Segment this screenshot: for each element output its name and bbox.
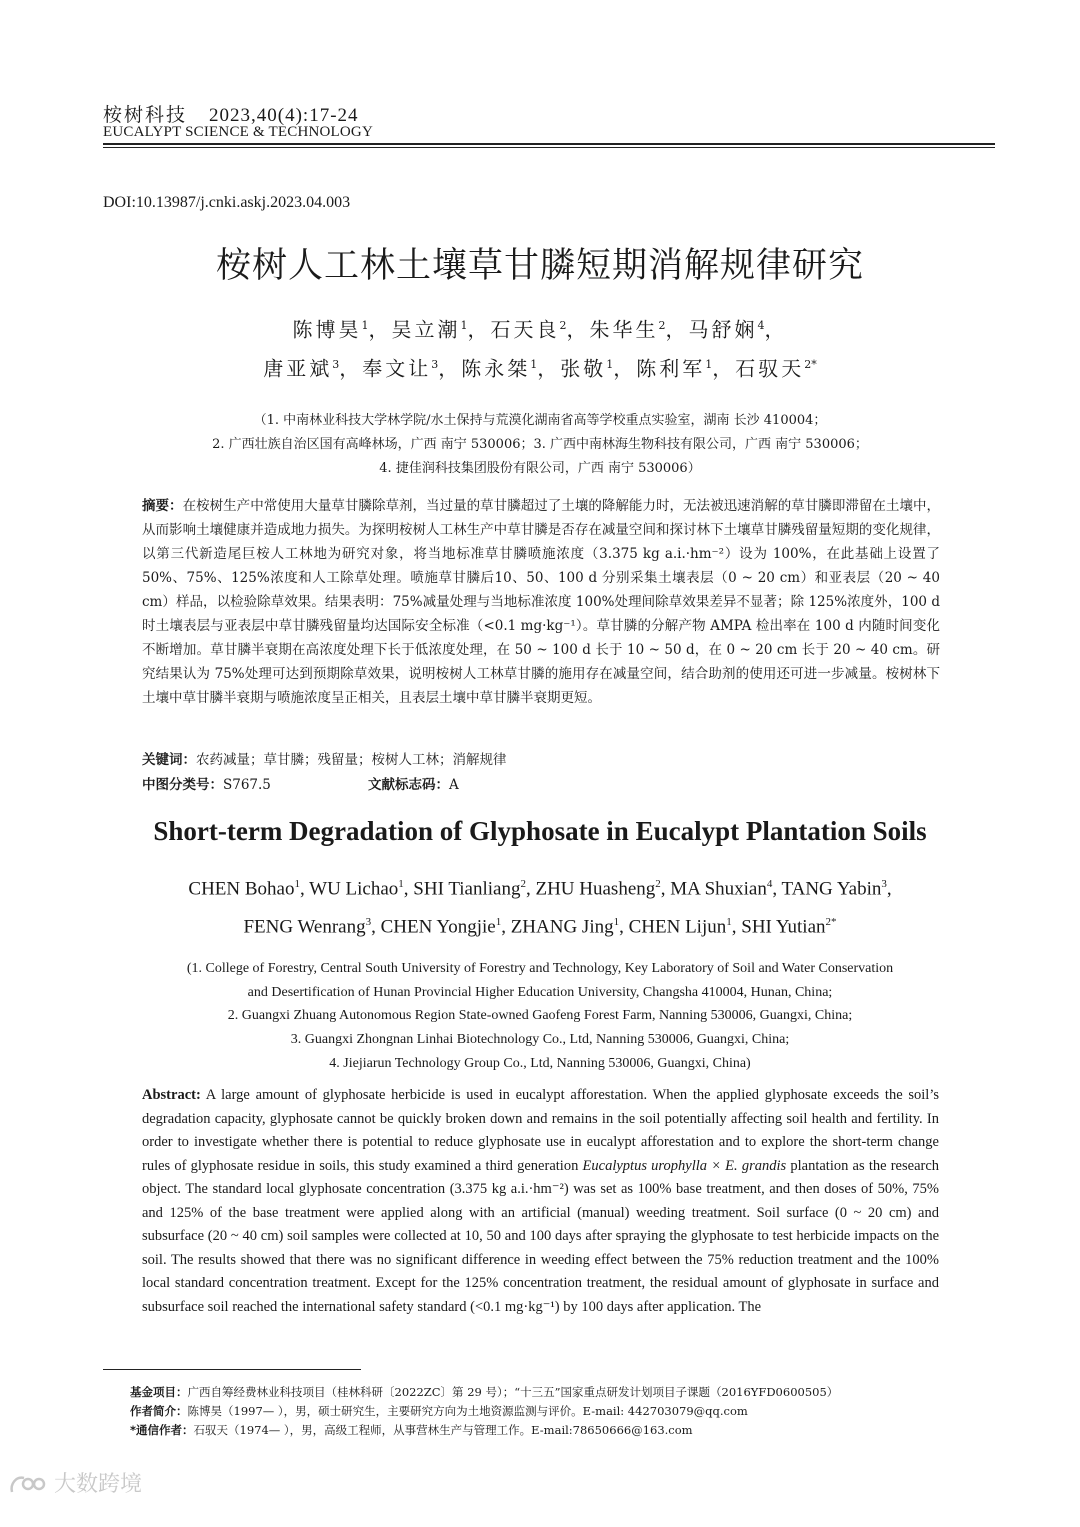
affiliation-en: and Desertification of Hunan Provincial Higher Education University, Changsha 410004, Hunan, China; bbox=[247, 985, 833, 1000]
fund-label: 基金项目： bbox=[130, 1385, 188, 1399]
author-name: SHI Tianliang bbox=[413, 878, 521, 900]
author-affiliation-mark: 1 bbox=[294, 878, 300, 890]
author-affiliation-mark: 1 bbox=[705, 358, 713, 371]
author-bio-text: 陈博昊（1997— ），男，硕士研究生，主要研究方向为土地资源监测与评价。E-mail: 442703079@qq.com bbox=[187, 1404, 748, 1418]
author-name: 朱华生 bbox=[589, 317, 659, 342]
author-affiliation-mark: 3 bbox=[881, 878, 887, 890]
author-name: 唐亚斌 bbox=[263, 356, 333, 381]
doi: DOI:10.13987/j.cnki.askj.2023.04.003 bbox=[103, 194, 351, 211]
footnote-fund bbox=[130, 1384, 838, 1400]
author-name: 石驭天 bbox=[735, 356, 805, 381]
author-name: TANG Yabin bbox=[781, 878, 882, 900]
authors-en-line-1: CHEN Bohao$^1$, WU Lichao$^1$, SHI Tianliang$^2$, ZHU Huasheng$^2$, MA Shuxian$^4$, TANG Yabin$^3$, bbox=[188, 878, 892, 900]
watermark-logo-icon bbox=[8, 1472, 48, 1498]
corresponding-label: *通信作者： bbox=[130, 1423, 194, 1437]
keywords-cn-label: 关键词： bbox=[142, 752, 196, 768]
author-affiliation-mark: 1 bbox=[726, 916, 732, 928]
journal-header bbox=[103, 100, 359, 127]
author-affiliation-mark: 3 bbox=[431, 358, 439, 371]
abstract-cn-label: 摘要： bbox=[142, 498, 183, 514]
document-code bbox=[368, 773, 459, 797]
abstract-en-text-continued: plantation as the research object. The standard local glyphosate concentration (3.375 kg a.i.·hm⁻²) was set as 100% base treatment, and then doses of 50%, 75% and 125% of the base treatment were applied along with an artificial (manual) weeding treatment. Soil surface (0 ~ 20 cm) and subsurface (20 ~ 40 cm) soil samples were collected at 10, 50 and 100 days after spraying the glyphosate to test herbicide impacts on the soil. The results showed that there was no significant difference in weeding effect between the 75% reduction treatment and the 100% local standard concentration treatment. Except for the 125% concentration treatment, the residual amount of glyphosate in surface and subsurface soil reached the international safety standard (<0.1 mg·kg⁻¹) by 100 days after application. The bbox=[142, 1157, 940, 1315]
affiliation-en: 2. Guangxi Zhuang Autonomous Region State-owned Gaofeng Forest Farm, Nanning 530006, Guangxi, China; bbox=[227, 1008, 853, 1023]
document-code-label: 文献标志码： bbox=[368, 777, 449, 793]
author-affiliation-mark: 2* bbox=[804, 358, 817, 371]
document-code-value: A bbox=[449, 777, 459, 793]
author-name: 石天良 bbox=[490, 317, 560, 342]
article-title-cn: 桉树人工林土壤草甘膦短期消解规律研究 bbox=[215, 246, 864, 286]
header-rule bbox=[103, 143, 995, 145]
author-affiliation-mark: 1 bbox=[530, 358, 538, 371]
fund-text: 广西自筹经费林业科技项目（桂林科研〔2022ZC〕第 29 号）；“十三五”国家重点研发计划项目子课题（2016YFD0600505） bbox=[187, 1385, 839, 1399]
article-title-en: Short-term Degradation of Glyphosate in Eucalypt Plantation Soils bbox=[153, 816, 927, 846]
author-affiliation-mark: 1 bbox=[613, 916, 620, 928]
author-affiliation-mark: 2 bbox=[520, 878, 526, 890]
affiliation-en: (1. College of Forestry, Central South University of Forestry and Technology, Key Laboratory of Soil and Water Conservation bbox=[186, 961, 894, 976]
author-name: WU Lichao bbox=[309, 878, 399, 900]
affiliation-cn: （1. 中南林业科技大学林学院/水土保持与荒漠化湖南省高等学校重点实验室，湖南 长沙 410004； bbox=[253, 413, 827, 428]
abstract-en-label: Abstract: bbox=[142, 1087, 201, 1103]
author-affiliation-mark: 2 bbox=[658, 319, 666, 332]
author-affiliation-mark: 1 bbox=[606, 358, 614, 371]
author-affiliation-mark: 2 bbox=[559, 319, 567, 332]
abstract-cn-body: 在桉树生产中常使用大量草甘膦除草剂，当过量的草甘膦超过了土壤的降解能力时，无法被迅速消解的草甘膦即滞留在土壤中，从而影响土壤健康并造成地力损失。为探明桉树人工林生产中草甘膦是否存在减量空间和探讨林下土壤草甘膦残留量短期的变化规律，以第三代新造尾巨桉人工林地为研究对象，将当地标准草甘膦喷施浓度（3.375 kg a.i.·hm⁻²）设为 100%，在此基础上设置了 50%、75%、125%浓度和人工除草处理。喷施草甘膦后10、50、100 d 分别采集土壤表层（0 ~ 20 cm）和亚表层（20 ~ 40 cm）样品，以检验除草效果。结果表明：75%减量处理与当地标准浓度 100%处理间除草效果差异不显著；除 125%浓度外，100 d 时土壤表层与亚表层中草甘膦残留量均达国际安全标准（<0.1 mg·kg⁻¹）。草甘膦的分解产物 AMPA 检出率在 100 d 内随时间变化不断增加。草甘膦半衰期在高浓度处理下长于低浓度处理，在 50 ~ 100 d 长于 10 ~ 50 d，在 0 ~ 20 cm 长于 20 ~ 40 cm。研究结果认为 75%处理可达到预期除草效果，说明桉树人工林草甘膦的施用存在减量空间，结合助剂的使用还可进一步减量。桉树林下土壤中草甘膦半衰期与喷施浓度呈正相关，且表层土壤中草甘膦半衰期更短。 bbox=[142, 498, 940, 706]
author-affiliation-mark: 1 bbox=[361, 319, 369, 332]
author-affiliation-mark: 3 bbox=[365, 916, 372, 928]
clc-number bbox=[142, 773, 271, 797]
affiliation-en: 4. Jiejiarun Technology Group Co., Ltd, Nanning 530006, Guangxi, China) bbox=[329, 1056, 751, 1071]
clc-label: 中图分类号： bbox=[142, 777, 223, 793]
author-affiliation-mark: 2* bbox=[825, 916, 837, 928]
species-name: Eucalyptus urophylla × E. grandis bbox=[582, 1157, 787, 1174]
author-name: 陈博昊 bbox=[292, 317, 362, 342]
watermark bbox=[8, 1467, 142, 1498]
author-name: CHEN Bohao bbox=[188, 878, 295, 900]
author-name: CHEN Lijun bbox=[628, 916, 727, 938]
author-affiliation-mark: 1 bbox=[460, 319, 468, 332]
keywords-cn bbox=[142, 748, 507, 772]
author-name: 张敬 bbox=[560, 356, 607, 381]
clc-value: S767.5 bbox=[223, 777, 271, 793]
journal-name-en: EUCALYPT SCIENCE & TECHNOLOGY bbox=[103, 124, 373, 140]
affiliation-en: 3. Guangxi Zhongnan Linhai Biotechnology Co., Ltd, Nanning 530006, Guangxi, China; bbox=[290, 1032, 790, 1047]
author-name: 马舒娴 bbox=[688, 317, 758, 342]
keywords-cn-text: 农药减量；草甘膦；残留量；桉树人工林；消解规律 bbox=[196, 752, 507, 768]
author-name: 陈永桀 bbox=[461, 356, 531, 381]
author-name: MA Shuxian bbox=[670, 878, 767, 900]
author-affiliation-mark: 2 bbox=[655, 878, 661, 890]
abstract-en-text: A large amount of glyphosate herbicide is used in eucalypt afforestation. When the applied glyphosate exceeds the soil’s degradation capacity, glyphosate cannot be quickly broken down and remains in the soil potentially affecting soil health and fertility. In order to investigate whether there is potential to reduce glyphosate use in eucalypt afforestation and to explore the short-term change rules of glyphosate residue in soils, this study examined a third generation bbox=[142, 1087, 939, 1174]
author-affiliation-mark: 1 bbox=[398, 878, 404, 890]
author-affiliation-mark: 1 bbox=[495, 916, 502, 928]
footnote-rule bbox=[103, 1369, 361, 1370]
affiliation-cn: 2. 广西壮族自治区国有高峰林场，广西 南宁 530006；3. 广西中南林海生物科技有限公司，广西 南宁 530006； bbox=[212, 437, 868, 452]
journal-volume: 2023,40(4):17-24 bbox=[209, 105, 359, 126]
footnote-corresponding bbox=[130, 1422, 693, 1438]
abstract-cn bbox=[142, 494, 940, 710]
author-affiliation-mark: 4 bbox=[757, 319, 765, 332]
header-rule-thin bbox=[103, 147, 995, 148]
author-name: 吴立潮 bbox=[391, 317, 461, 342]
author-name: 奉文让 bbox=[362, 356, 432, 381]
author-bio-label: 作者简介： bbox=[130, 1404, 188, 1418]
author-name: 陈利军 bbox=[636, 356, 706, 381]
journal-name-cn: 桉树科技 bbox=[103, 104, 188, 126]
author-name: FENG Wenrang bbox=[243, 916, 366, 938]
author-name: ZHANG Jing bbox=[510, 916, 614, 938]
author-name: SHI Yutian bbox=[741, 916, 826, 938]
authors-en-line-2: FENG Wenrang$^3$, CHEN Yongjie$^1$, ZHANG Jing$^1$, CHEN Lijun$^1$, SHI Yutian$^{2*}$ bbox=[243, 916, 837, 938]
author-affiliation-mark: 4 bbox=[766, 878, 773, 890]
watermark-text: 大数跨境 bbox=[54, 1472, 143, 1497]
abstract-en bbox=[142, 1084, 939, 1319]
corresponding-text: 石驭天（1974— ），男，高级工程师，从事营林生产与管理工作。E-mail:78650666@163.com bbox=[193, 1423, 693, 1437]
affiliation-cn: 4. 捷佳润科技集团股份有限公司，广西 南宁 530006） bbox=[379, 461, 701, 476]
authors-cn-line-1: 陈博昊$^1$，吴立潮$^1$，石天良$^2$，朱华生$^2$，马舒娴$^4$， bbox=[292, 317, 788, 342]
author-name: CHEN Yongjie bbox=[380, 916, 496, 938]
author-affiliation-mark: 3 bbox=[332, 358, 340, 371]
author-name: ZHU Huasheng bbox=[535, 878, 656, 900]
authors-cn-line-2: 唐亚斌$^3$，奉文让$^3$，陈永桀$^1$，张敬$^1$，陈利军$^1$，石驭天$^{2*}$ bbox=[263, 356, 817, 381]
footnote-author bbox=[130, 1403, 748, 1419]
